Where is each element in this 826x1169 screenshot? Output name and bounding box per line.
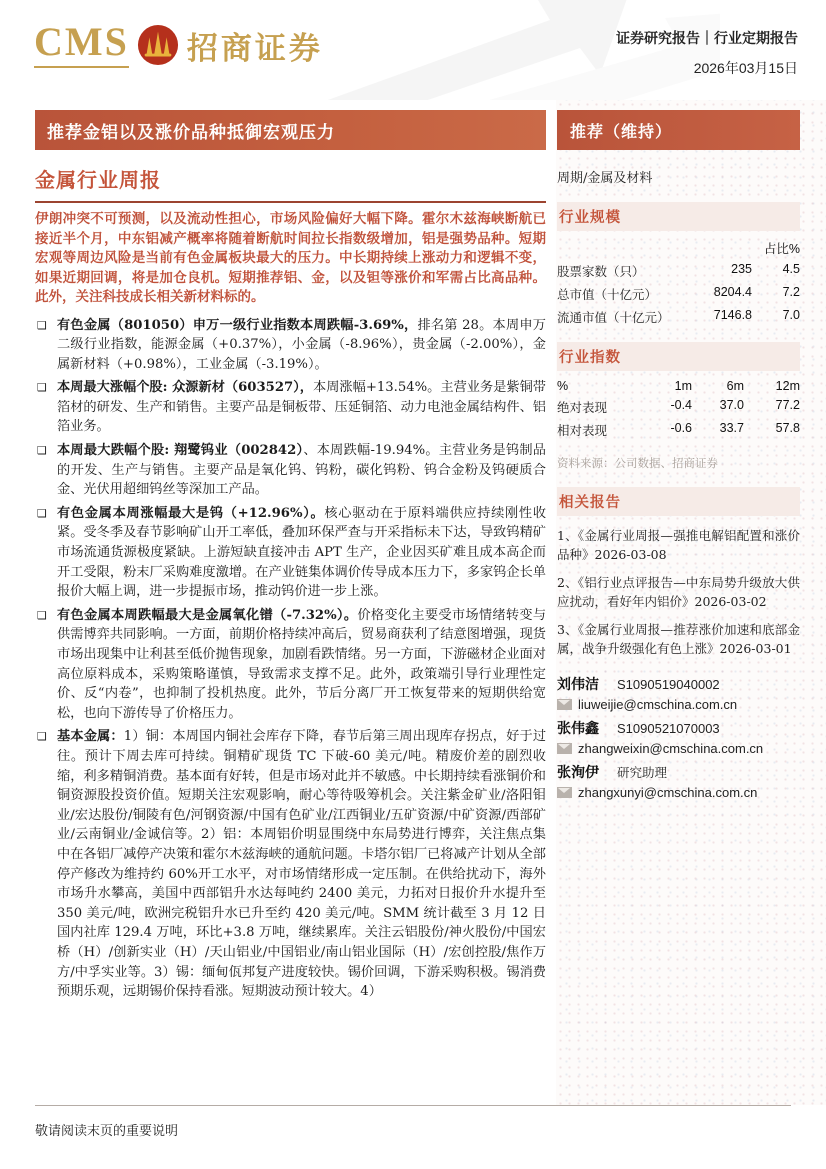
analyst-email: zhangxunyi@cmschina.com.cn: [557, 785, 800, 800]
report-title-bar: 推荐金铝以及涨价品种抵御宏观压力: [35, 110, 546, 150]
bullet-top-loser-stock: ❑ 本周最大跌幅个股: 翔鹭钨业（002842）、本周跌幅-19.94%。主营业务是钨制品的开发、生产与销售。主要产品是氧化钨、钨粉，碳化钨粉、钨合金粉及钨硬质合金、光伏用超细钨丝等深加工产品。: [35, 441, 546, 500]
report-date: 2026年03月15日: [693, 60, 798, 76]
row-label: 总市值（十亿元）: [557, 287, 658, 302]
bullet-top-loser-metal: ❑ 有色金属本周跌幅最大是金属氧化镨（-7.32%）。价格变化主要受市场情绪转变与供需博弈共同影响。一方面，前期价格持续冲高后，贸易商获利了结意图增强，现货市场出现集中让利甚至低价抛售现象，加剧看跌情绪。另一方面，下游磁材企业面对高位原料成本，采购策略谨慎，导致需求支撑不足。此外，政策端引导行业理性定价、反“内卷”，也抑制了投机热度。此外，节后分离厂开工恢复带来的短期供给宽松，也向下游传导了价格压力。: [35, 606, 546, 724]
industry-index-table: % 1m 6m 12m 绝对表现 -0.4 37.0 77.2 相对表现 -0.6 33.7 57.8: [557, 379, 800, 438]
analyst: 刘伟洁 S1090519040002: [557, 677, 720, 693]
analyst-email: zhangweixin@cmschina.com.cn: [557, 741, 800, 756]
envelope-icon: [557, 787, 572, 798]
bullet-list: [35, 316, 546, 1002]
envelope-icon: [557, 699, 572, 710]
footer-disclaimer: 敬请阅读末页的重要说明: [35, 1124, 179, 1139]
sector-label: 周期/金属及材料: [557, 171, 653, 186]
rating-banner: 推荐（维持）: [557, 110, 800, 150]
row-label: 股票家数（只）: [557, 264, 645, 279]
analyst: 张伟鑫 S1090521070003: [557, 721, 720, 737]
sidebar: [557, 110, 800, 804]
analyst-list: [557, 674, 800, 800]
report-subtitle: 金属行业周报: [35, 168, 161, 192]
data-source-note: 资料来源：公司数据、招商证券: [557, 456, 718, 470]
industry-scale-heading: 行业规模: [557, 202, 800, 231]
row-label: 流通市值（十亿元）: [557, 310, 670, 325]
bullet-top-gainer-metal: ❑ 有色金属本周涨幅最大是钨（+12.96%）。核心驱动在于原料端供应持续刚性收紧。受冬季及春节影响矿山开工率低，叠加环保严查与开采指标未下达，导致钨精矿市场流通货源极度紧缺。上游短缺直接冲击 APT 生产，企业因买矿难且成本高企而开工受限，粉末厂采购难度激增。在产业链集体调价传导成本压力下，多家钨企长单报价大幅上调，进一步提振市场，推动钨价进一步上涨。: [35, 504, 546, 602]
related-report-item: 1、《金属行业周报—强推电解铝配置和涨价品种》2026-03-08: [557, 528, 800, 562]
bullet-industry-index: ❑ 有色金属（801050）申万一级行业指数本周跌幅-3.69%，排名第 28。本周申万二级行业指数，能源金属（+0.37%），小金属（-8.96%），贵金属（-2.00%），金属新材料（+0.98%），工业金属（-3.19%）。: [35, 316, 546, 375]
related-reports-list: [557, 526, 800, 658]
related-reports-heading: 相关报告: [557, 487, 800, 516]
related-report-item: 2、《铝行业点评报告—中东局势升级放大供应扰动，看好年内铝价》2026-03-02: [557, 575, 800, 609]
related-report-item: 3、《金属行业周报—推荐涨价加速和底部金属，战争升级强化有色上涨》2026-03-01: [557, 622, 800, 656]
industry-index-heading: 行业指数: [557, 342, 800, 371]
cms-logo: [34, 19, 323, 68]
pct-col-header: 占比%: [763, 242, 800, 256]
envelope-icon: [557, 743, 572, 754]
bullet-base-metals: ❑ 基本金属：1）铜：本周国内铜社会库存下降，春节后第三周出现库存拐点，好于过往。预计下周去库可持续。铜精矿现货 TC 下破-60 美元/吨。精废价差的剧烈收缩，利多精铜消费。基本面有好转，但是市场对此并不敏感。中长期持续看涨铜价和铜资源股投资价值。短期关注宏观影响，耐心等待吸筹机会。关注紫金矿业/洛阳钼业/宏达股份/铜陵有色/河钢资源/中国有色矿业/江西铜业/五矿资源/中矿资源/西部矿业/云南铜业/金诚信等。2）铝：本周铝价明显围绕中东局势进行博弈，关注焦点集中在各铝厂减停产决策和霍尔木兹海峡的通航问题。卡塔尔铝厂已将减产计划从全部停产修改为维持约 60%开工水平，对市场情绪形成一定压制。在供给扰动下，海外市场升水攀高，美国中西部铝升水达每吨约 2400 美元，力拓对日报价升水提升至 350 美元/吨，欧洲完税铝升水已升至约 420 美元/吨。SMM 统计截至 3 月 12 日国内社库 129.4 万吨，环比+3.8 万吨，继续累库。关注云铝股份/神火股份/中国宏桥（H）/创新实业（H）/天山铝业/中国铝业/南山铝业国际（H）/宏创控股/焦作万方/中孚实业等。3）锡：缅甸佤邦复产进度较快。锡价回调，下游采购积极。锡消费预期乐观，远期锡价保持看涨。短期波动预计较大。4）: [35, 727, 546, 1001]
analyst-email: liuweijie@cmschina.com.cn: [557, 697, 800, 712]
row-label: 绝对表现: [557, 400, 608, 415]
industry-scale-table: 占比% 股票家数（只） 235 4.5 总市值（十亿元） 8204.4 7.2 流通市值（十亿元） 7146.8 7.0: [557, 239, 800, 326]
cms-logo-chinese: 招商证券: [186, 30, 323, 67]
cms-logo-icon: [137, 24, 179, 66]
footer-divider: [35, 1105, 791, 1106]
cms-logo-text: CMS: [34, 22, 129, 68]
page-header: [0, 0, 826, 100]
row-label: 相对表现: [557, 423, 608, 438]
subtitle-divider: [35, 201, 546, 203]
analyst: 张洵伊 研究助理: [557, 765, 668, 781]
main-column: [35, 110, 546, 1006]
bullet-top-gainer-stock: ❑ 本周最大涨幅个股: 众源新材（603527），本周涨幅+13.54%。主营业务是紫铜带箔材的研发、生产和销售。主要产品是铜板带、压延铜箔、动力电池金属结构件、铝箔业务。: [35, 378, 546, 437]
report-type-label: 证券研究报告｜行业定期报告: [616, 31, 798, 47]
summary-paragraph: 伊朗冲突不可预测，以及流动性担心，市场风险偏好大幅下降。霍尔木兹海峡断航已接近半个月，中东铝减产概率将随着断航时间拉长指数级增加，铝是强势品种。短期宏观等周边风险是当前有色金属板块最大的压力。中长期持续上涨动力和逻辑不变，如果近期回调，将是加仓良机。短期推荐铝、金，以及钽等涨价和军需占比高品种。此外，关注科技成长相关新材料标的。: [35, 211, 546, 305]
